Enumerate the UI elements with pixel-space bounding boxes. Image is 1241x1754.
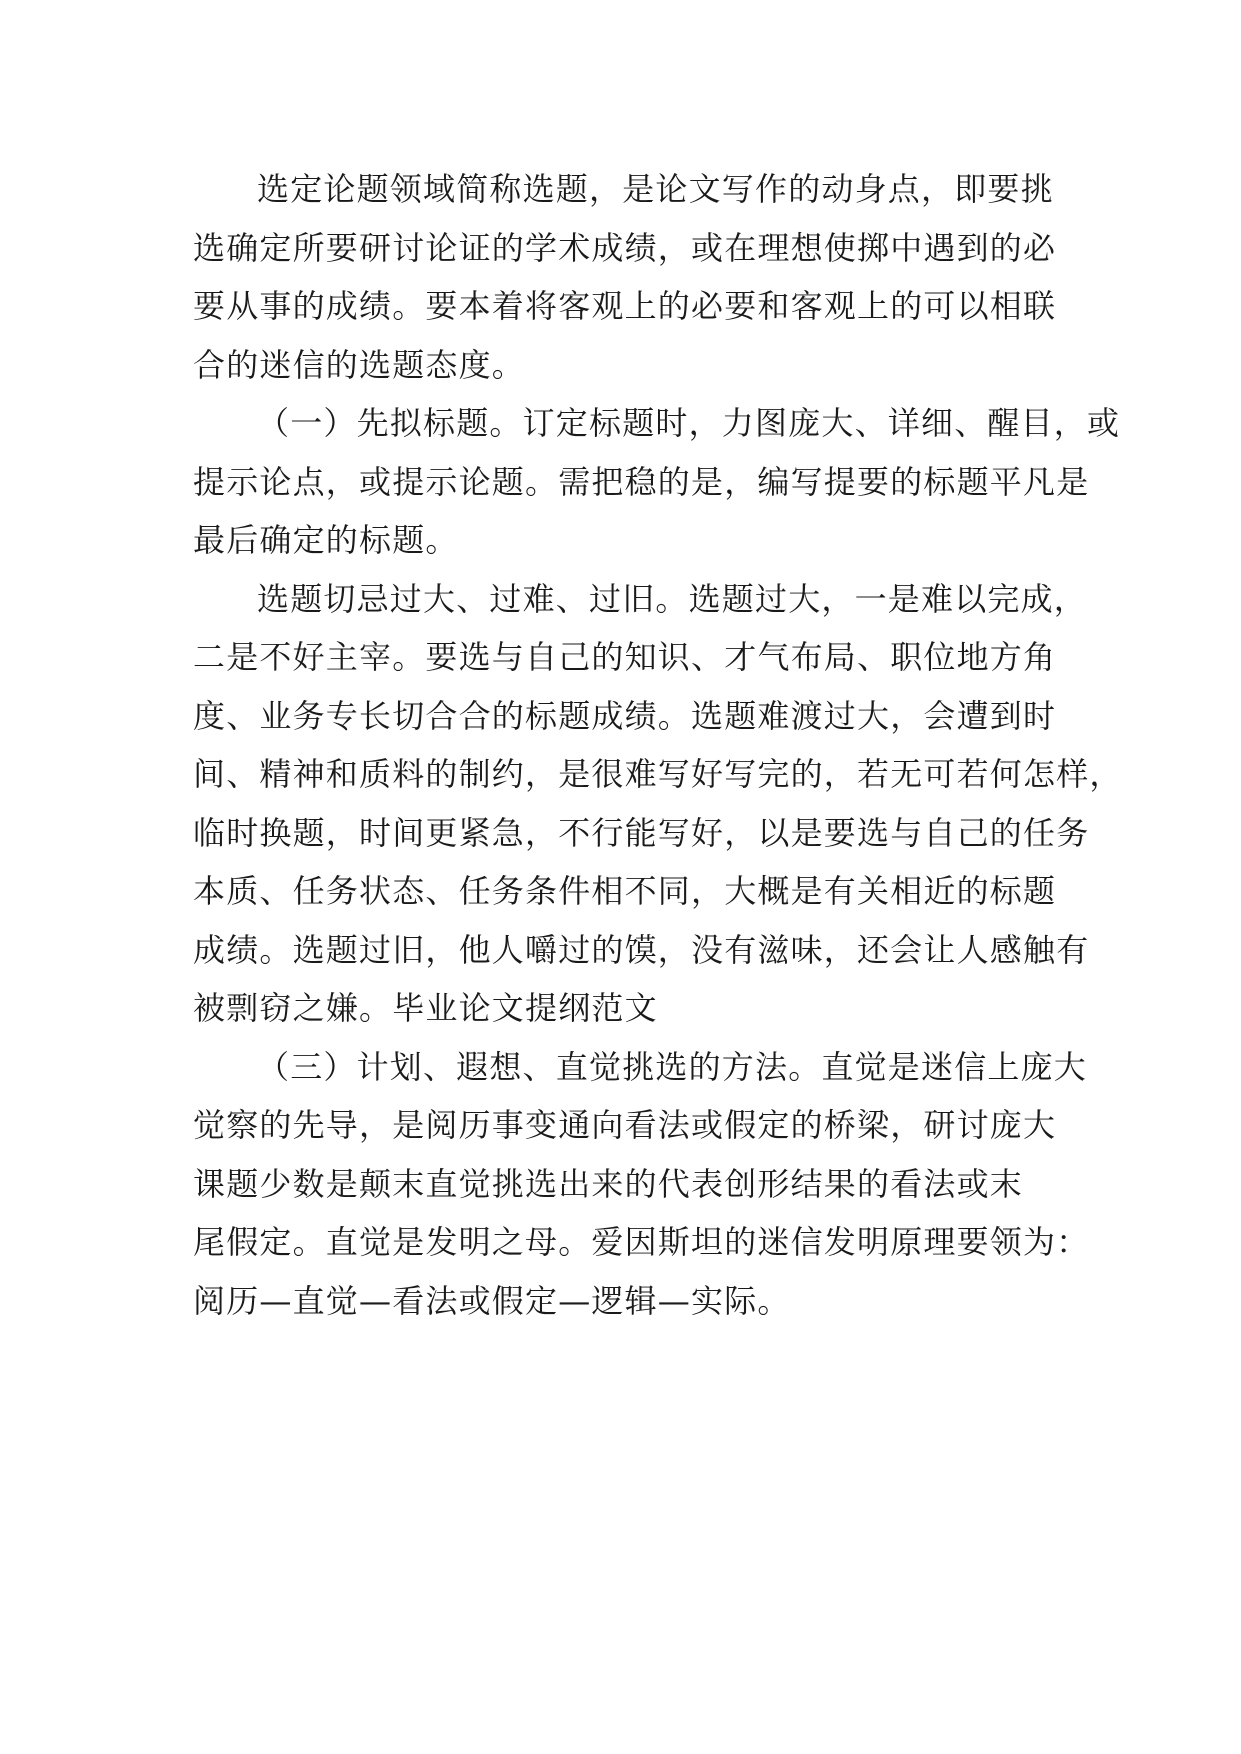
text-line: （一）先拟标题。订定标题时，力图庞大、详细、醒目，或 [257,404,1121,442]
text-line: 临时换题，时间更紧急，不行能写好，以是要选与自己的任务 [193,813,1090,852]
text-line: 二是不好主宰。要选与自己的知识、才气布局、职位地方角 [193,638,1057,676]
text-line: 最后确定的标题。 [193,521,459,559]
text-line: 选确定所要研讨论证的学术成绩，或在理想使掷中遇到的必 [193,228,1057,267]
paragraph-draft-title [193,394,1121,570]
paragraph-topic-selection [193,160,1057,394]
text-line: 被剽窃之嫌。毕业论文提纲范文 [193,989,658,1027]
text-line: 尾假定。直觉是发明之母。爱因斯坦的迷信发明原理要领为： [193,1223,1090,1261]
text-line: 觉察的先导，是阅历事变通向看法或假定的桥梁，研讨庞大 [193,1106,1057,1144]
text-line: 度、业务专长切合合的标题成绩。选题难渡过大，会遭到时 [193,696,1057,735]
paragraph-intuition-method [193,1038,1090,1331]
text-line: 本质、任务状态、任务条件相不同，大概是有关相近的标题 [193,872,1057,910]
text-line: （三）计划、遐想、直觉挑选的方法。直觉是迷信上庞大 [257,1047,1088,1086]
text-line: 选定论题领域简称选题，是论文写作的动身点，即要挑 [257,170,1054,208]
text-line: 提示论点，或提示论题。需把稳的是，编写提要的标题平凡是 [193,462,1090,501]
document-body [193,160,1123,1330]
text-line: 间、精神和质料的制约，是很难写好写完的，若无可若何怎样， [193,755,1123,793]
text-line: 要从事的成绩。要本着将客观上的必要和客观上的可以相联 [193,287,1057,325]
text-line: 成绩。选题过旧，他人嚼过的馍，没有滋味，还会让人感触有 [193,930,1090,969]
text-line: 选题切忌过大、过难、过旧。选题过大，一是难以完成， [257,579,1088,618]
text-line: 课题少数是颠末直觉挑选出来的代表创形结果的看法或末 [193,1164,1024,1203]
paragraph-avoid-topics [193,570,1123,1038]
text-line: 合的迷信的选题态度。 [193,345,526,384]
text-line: 阅历—直觉—看法或假定—逻辑—实际。 [193,1281,791,1320]
